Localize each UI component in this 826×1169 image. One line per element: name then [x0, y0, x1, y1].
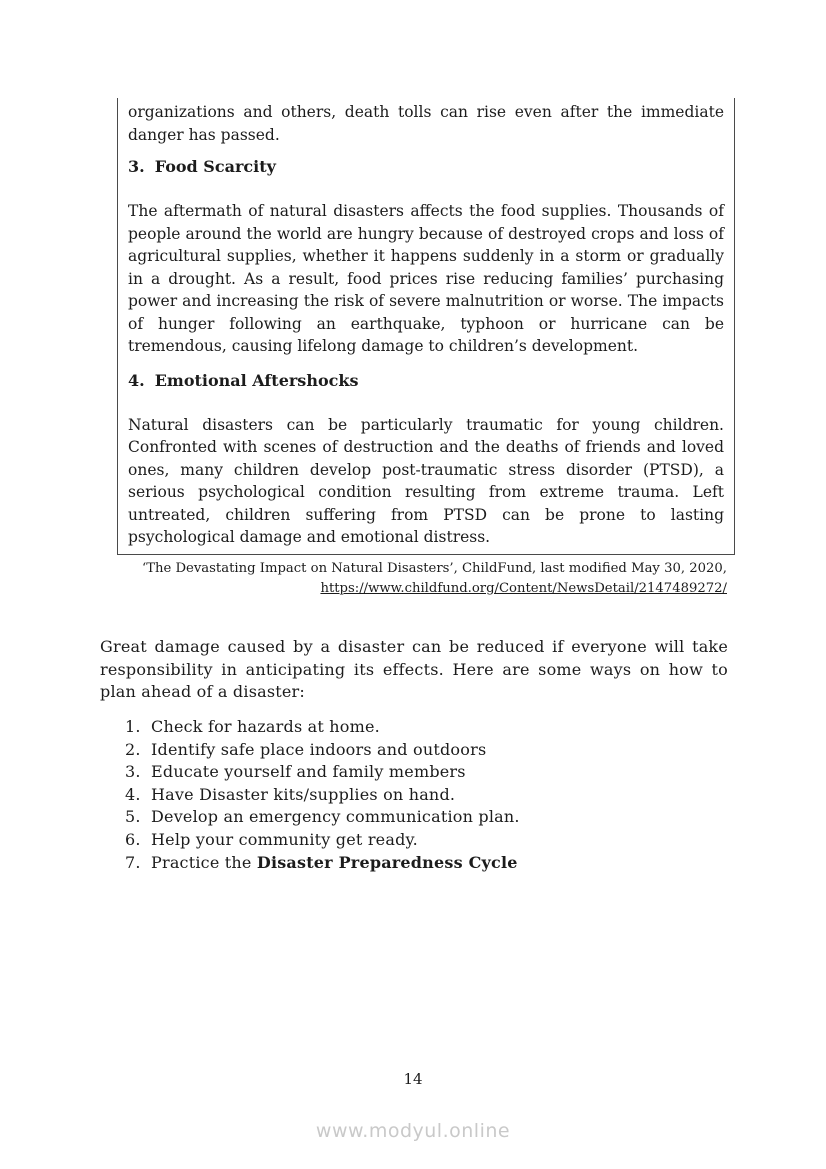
heading-title: Emotional Aftershocks [154, 370, 359, 390]
boxed-excerpt [117, 98, 735, 555]
list-item-text [151, 761, 466, 784]
list-item-number: 4. [125, 784, 141, 804]
list-item-text [151, 852, 518, 875]
page-number: 14 [403, 1070, 423, 1088]
list-item-text-plain: Have Disaster kits/supplies on hand. [151, 784, 456, 804]
list-item-number: 5. [125, 807, 141, 827]
list-item-text [151, 739, 486, 762]
list-item-number: 1. [125, 717, 141, 736]
paragraph-death-tolls: organizations and others, death tolls can rise even after the immediate danger has passed. [128, 103, 724, 144]
citation [100, 559, 727, 599]
preparedness-list [125, 716, 520, 874]
list-item [125, 852, 520, 875]
list-item-text-bold: Disaster Preparedness Cycle [256, 852, 518, 872]
heading-number: 3. [128, 157, 145, 176]
list-item-number: 6. [125, 829, 141, 849]
list-item-number: 2. [125, 739, 141, 759]
heading-emotional-aftershocks [128, 370, 724, 392]
list-item-text-plain: Practice the [151, 852, 257, 872]
list-item-text [151, 784, 455, 807]
citation-link[interactable]: https://www.childfund.org/Content/NewsDetail/2147489272/ [320, 581, 727, 596]
list-item-text [151, 716, 380, 739]
heading-title: Food Scarcity [154, 157, 276, 176]
list-item-text-plain: Identify safe place indoors and outdoors [151, 739, 487, 759]
list-item [125, 829, 520, 852]
list-item-number: 7. [125, 852, 141, 872]
intro-paragraph: Great damage caused by a disaster can be reduced if everyone will take responsibility in anticipating its effects. Here are some ways on how to plan ahead of a disaster: [100, 637, 728, 702]
list-item [125, 739, 520, 762]
heading-number: 4. [128, 370, 145, 390]
paragraph-emotional-aftershocks: Natural disasters can be particularly traumatic for young children. Confronted with scenes of destruction and the deaths of friends and loved ones, many children develop post-traumatic stress disorder (PTSD), a serious psychological condition resulting from extreme trauma. Left untreated, children suffering from PTSD can be prone to lasting psychological damage and emotional distress. [128, 415, 724, 546]
citation-text: ‘The Devastating Impact on Natural Disasters’, ChildFund, last modified May 30, 2020, [142, 561, 727, 576]
watermark: www.modyul.online [315, 1120, 511, 1142]
list-item-text [151, 806, 520, 829]
list-item [125, 806, 520, 829]
list-item [125, 716, 520, 739]
list-item [125, 784, 520, 807]
list-item-number: 3. [125, 762, 141, 782]
list-item-text-plain: Develop an emergency communication plan. [151, 807, 520, 827]
list-item [125, 761, 520, 784]
heading-food-scarcity [128, 156, 724, 178]
paragraph-food-scarcity: The aftermath of natural disasters affects the food supplies. Thousands of people around the world are hungry because of destroyed crops and loss of agricultural supplies, whether it happens suddenly in a storm or gradually in a drought. As a result, food prices rise reducing families’ purchasing power and increasing the risk of severe malnutrition or worse. The impacts of hunger following an earthquake, typhoon or hurricane can be tremendous, causing lifelong damage to children’s development. [128, 202, 724, 355]
list-item-text [151, 829, 418, 852]
list-item-text-plain: Educate yourself and family members [151, 762, 466, 782]
list-item-text-plain: Check for hazards at home. [151, 717, 380, 736]
list-item-text-plain: Help your community get ready. [151, 829, 418, 849]
